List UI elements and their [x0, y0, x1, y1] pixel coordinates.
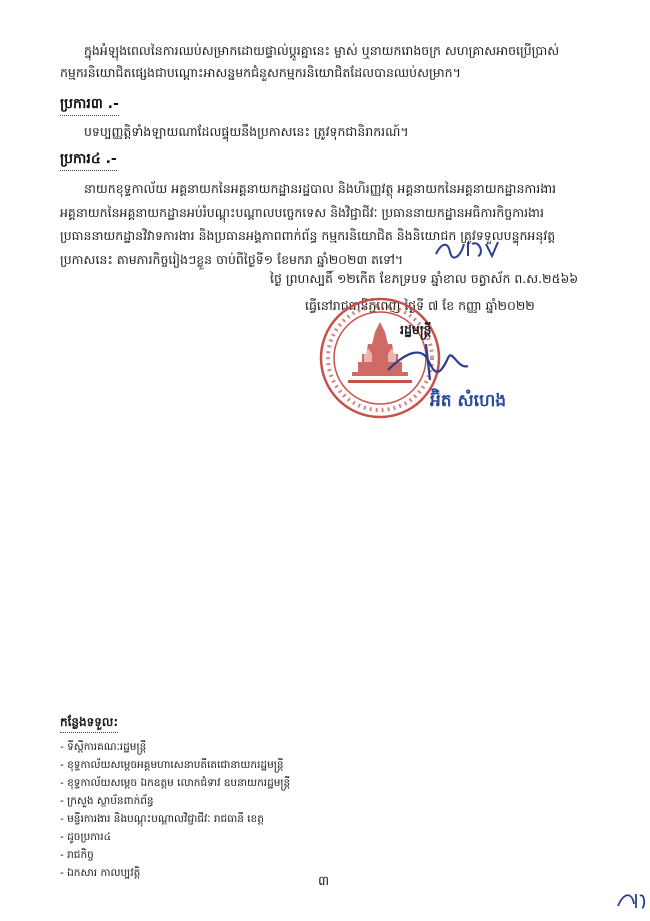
recipients-list	[60, 738, 290, 882]
lunar-date: ថ្ងៃ ព្រហស្បតិ៍ ១២កើត ខែភទ្របទ ឆ្នាំខាល ចត្វាស័ក ព.ស.២៥៦៦	[270, 271, 579, 286]
list-item: - ខុទ្ទកាល័យសម្តេចអគ្គមហាសេនាបតីតេជោនាយករដ្ឋមន្ត្រី	[60, 759, 284, 771]
initials-signature	[432, 236, 504, 262]
list-item: - ក្រសួង ស្ថាប័នពាក់ព័ន្ធ	[60, 795, 154, 807]
paragraph-line: ក្នុងអំឡុងពេលនៃការឈប់សម្រាកដោយផ្ទាល់ប្តូរគ្នានេះ ម្ចាស់ ឬនាយករោងចក្រ សហគ្រាសអាចប្រើប្រាស់	[84, 43, 560, 58]
paragraph-line: ប្រធាននាយកដ្ឋានវិវាទការងារ និងប្រធានអង្គភាពពាក់ព័ន្ធ កម្មករនិយោជិត និងនិយោជក ត្រូវទទួលបន្ទុកអនុវត្ត	[60, 228, 556, 243]
list-item: - មន្ទីរការងារ និងបណ្តុះបណ្តាលវិជ្ជាជីវៈ រាជធានី ខេត្ត	[60, 813, 264, 825]
paragraph-line: កម្មករនិយោជិតផ្សេងជាបណ្តោះអាសន្នមកជំនួសកម្មករនិយោជិតដែលបានឈប់សម្រាក។	[60, 65, 461, 80]
place-and-date: ធ្វើនៅរាជធានីភ្នំពេញ ថ្ងៃទី ៧ ខែ កញ្ញា ឆ្នាំ២០២២	[305, 298, 535, 313]
list-item: - ខុទ្ទកាល័យសម្តេច ឯកឧត្តម លោកជំទាវ ឧបនាយករដ្ឋមន្ត្រី	[60, 777, 291, 789]
list-item: - ដូចប្រការ៤	[60, 831, 112, 843]
paragraph-line: អគ្គនាយកនៃអគ្គនាយកដ្ឋានអប់រំបណ្តុះបណ្តាលបច្ចេកទេស និងវិជ្ជាជីវៈ ប្រធាននាយកដ្ឋានអធិការកិច្ចការងារ	[60, 204, 544, 220]
minister-signature	[378, 340, 478, 386]
article-3-text: បទប្បញ្ញត្តិទាំងឡាយណាដែលផ្ទុយនឹងប្រកាសនេះ ត្រូវទុកជានិរាករណ៍។	[84, 124, 409, 139]
signatory-title: រដ្ឋមន្ត្រី	[400, 322, 432, 337]
paragraph-line: ប្រកាសនេះ តាមភារកិច្ចរៀងៗខ្លួន ចាប់ពីថ្ងៃទី១ ខែមករា ឆ្នាំ២០២៣ តទៅ។	[60, 251, 404, 267]
margin-initials	[614, 886, 648, 914]
article-4-heading: ប្រការ៤ .-	[60, 149, 117, 171]
list-item: - ឯកសារ កាលប្បវត្តិ	[60, 867, 141, 879]
page-number: ៣	[318, 874, 330, 889]
paragraph-line: នាយកខុទ្ទកាល័យ អគ្គនាយកនៃអគ្គនាយកដ្ឋានរដ្ឋបាល និងហិរញ្ញវត្ថុ អគ្គនាយកនៃអគ្គនាយកដ្ឋានការងារ	[84, 181, 557, 196]
recipients-heading: កន្លែងទទួល:	[60, 714, 118, 733]
article-4-text	[60, 177, 625, 271]
signatory-name: អ៊ិត សំហេង	[430, 391, 507, 411]
list-item: - ទីស្តីការគណៈរដ្ឋមន្ត្រី	[60, 741, 147, 753]
paragraph-rest-day-replacement	[60, 40, 624, 84]
list-item: - រាជកិច្ច	[60, 849, 94, 861]
article-3-heading: ប្រការ៣ .-	[60, 94, 119, 116]
